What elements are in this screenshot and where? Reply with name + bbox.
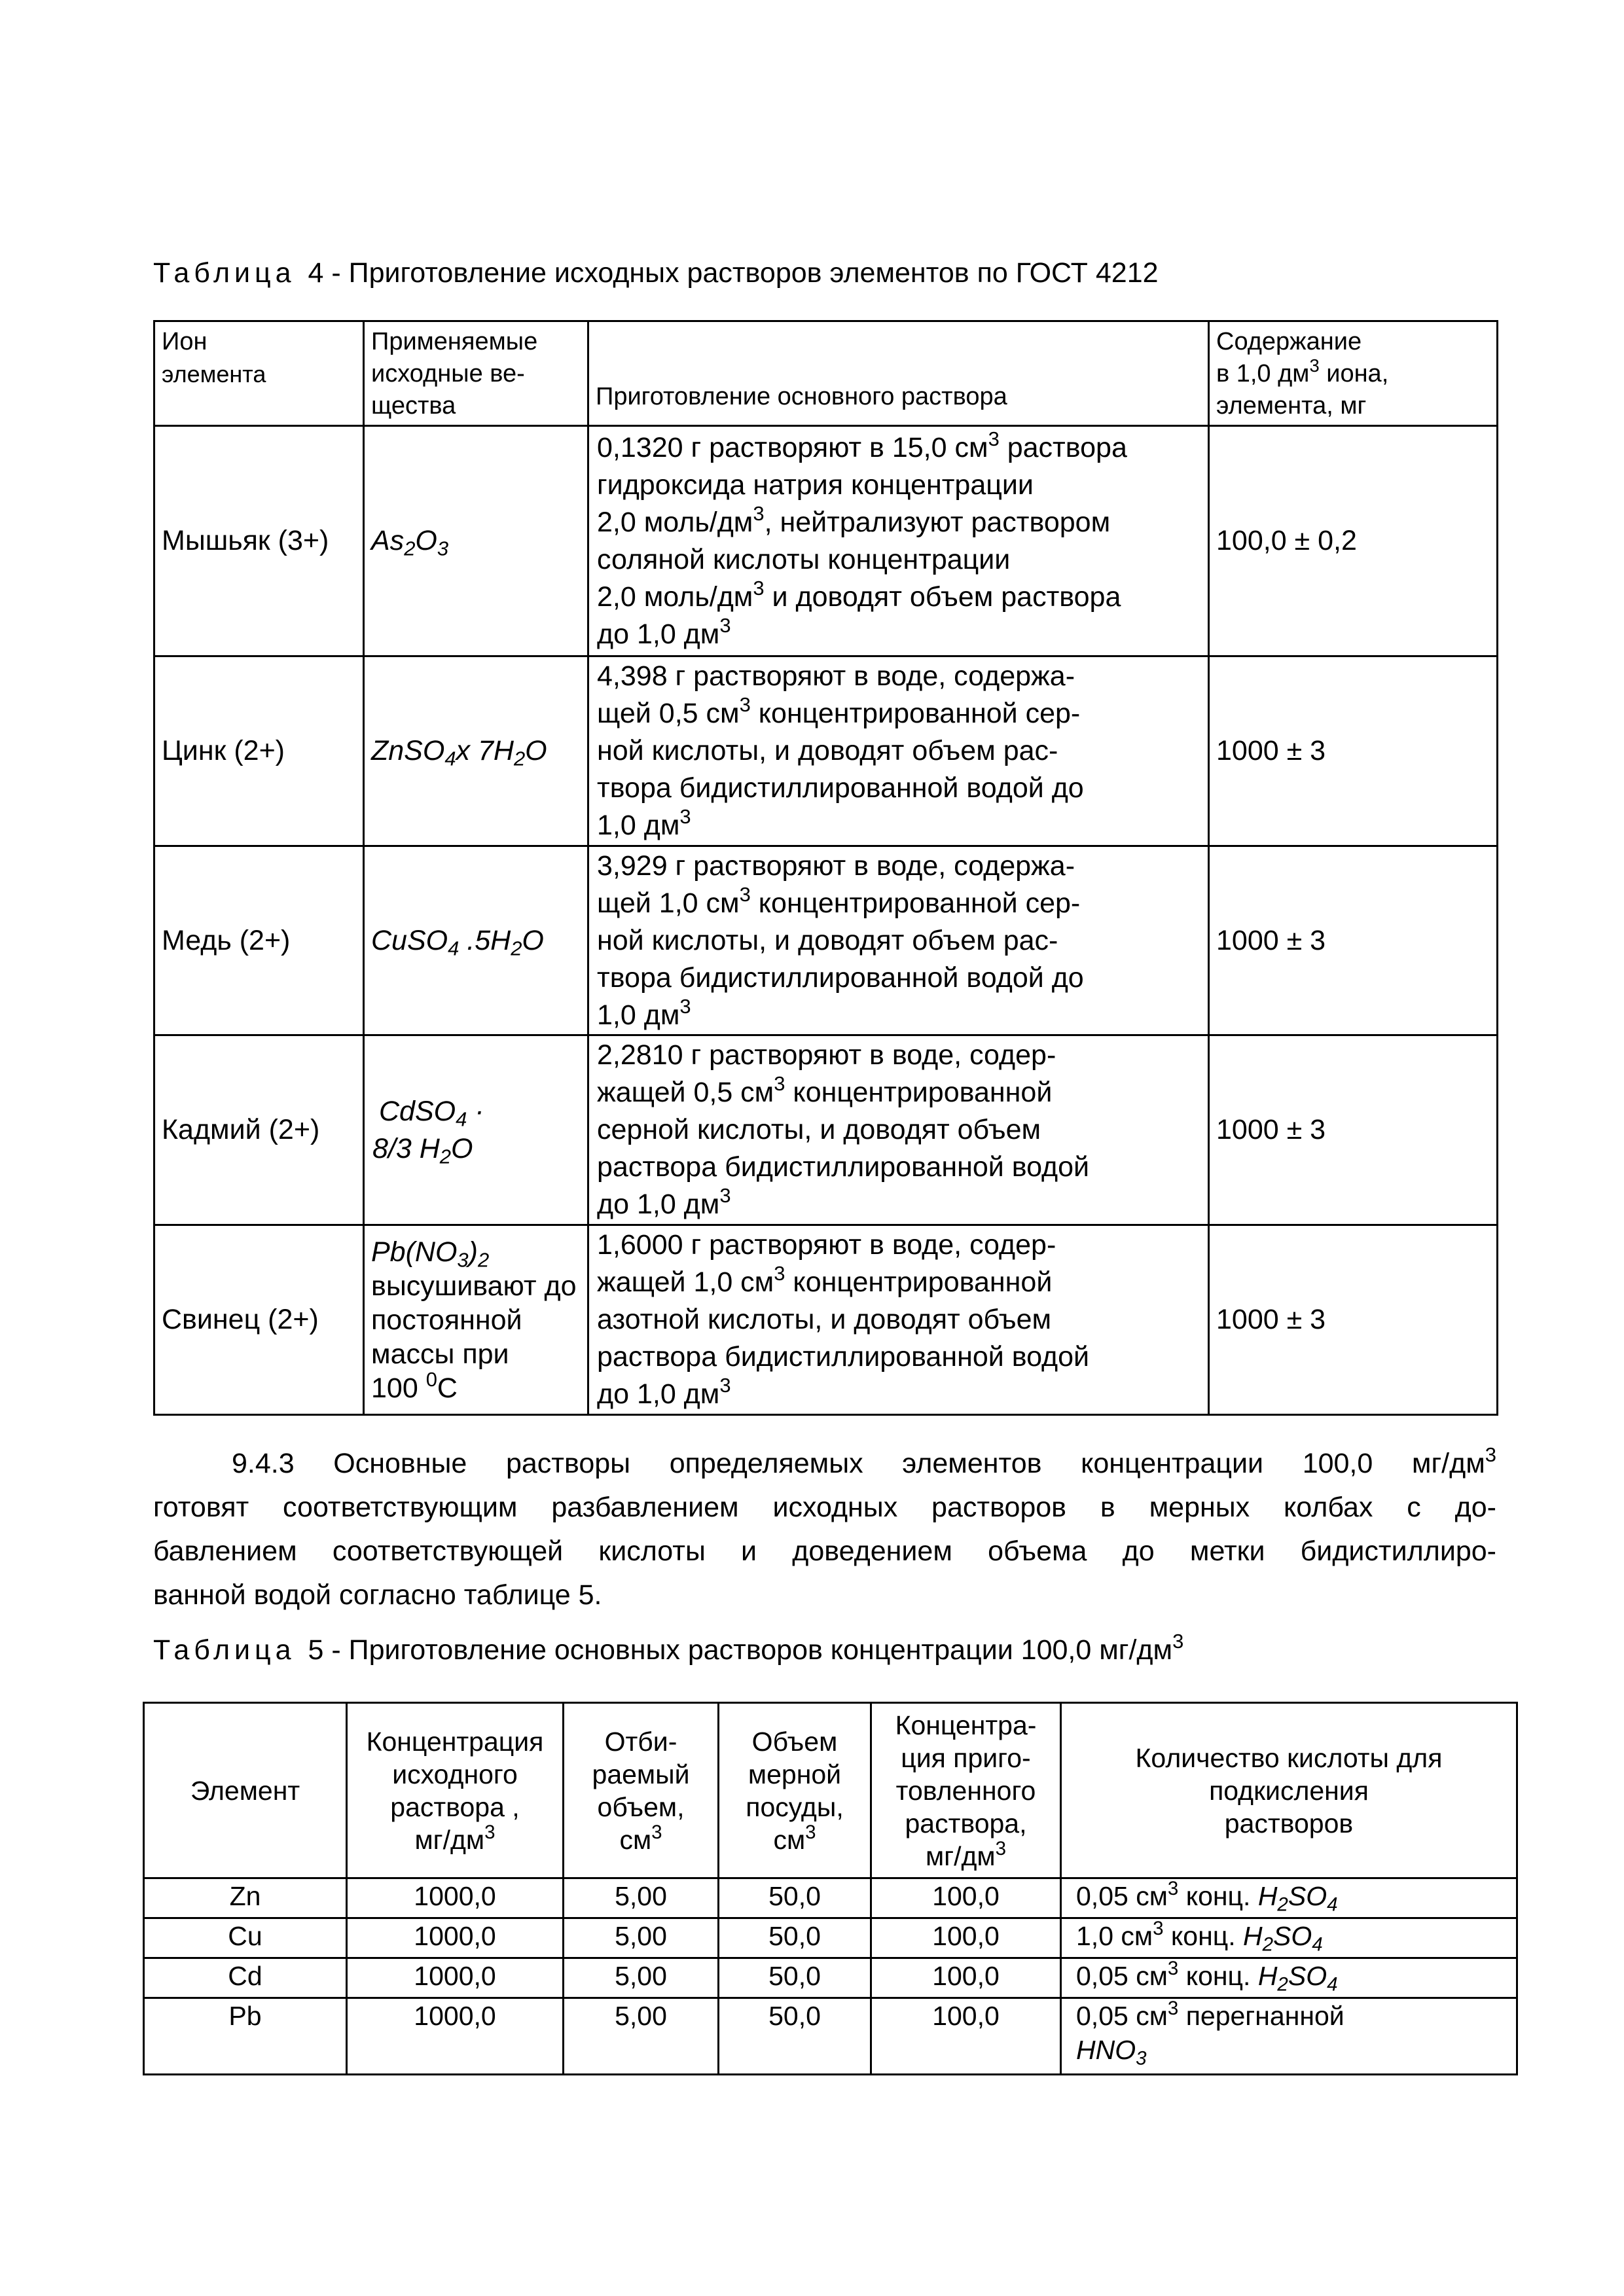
table4-header-preparation [588, 321, 1209, 426]
ion-cell: Кадмий (2+) [154, 1035, 364, 1225]
header-line: Применяемые [371, 328, 538, 355]
substance-cell: $Pb(NO_3)_2$ высушивают до постоянной массы при 100 $^0$C [364, 1225, 588, 1415]
flask-volume-cell: 50,0 [719, 1958, 871, 1998]
header-line: Приготовление основного раствора [596, 383, 1007, 410]
table4-caption-prefix: Таблица [153, 257, 308, 289]
header-line: щества [371, 392, 456, 420]
ion-cell: Цинк (2+) [154, 656, 364, 846]
source-conc-cell: 1000,0 [347, 1878, 564, 1918]
header-line: элемента, мг [1216, 392, 1367, 420]
header-line: Содержание [1216, 328, 1362, 355]
table4-header-ion [154, 321, 364, 426]
table5-header-flask-volume: Объем мерной посуды, $см^3$ [719, 1703, 871, 1878]
taken-volume-cell: 5,00 [564, 1918, 719, 1958]
header-line: исходные ве- [371, 360, 525, 387]
table4 [153, 320, 1498, 1416]
header-line: в 1,0 $дм^3$ иона, [1216, 355, 1389, 387]
prepared-conc-cell: 100,0 [871, 1998, 1061, 2075]
table5-row [144, 1918, 1517, 1958]
flask-volume-cell: 50,0 [719, 1918, 871, 1958]
acid-cell: 1,0 $см^3$ конц. $H_2SO_4$ [1061, 1918, 1517, 1958]
ion-cell: Мышьяк (3+) [154, 426, 364, 656]
ion-cell: Свинец (2+) [154, 1225, 364, 1415]
paragraph-line: 9.4.3 Основные растворы определяемых элементов концентрации 100,0 $мг/дм^3$ [232, 1443, 1496, 1479]
table4-header-content [1209, 321, 1498, 426]
element-cell: Cu [144, 1918, 347, 1958]
table4-header-row [154, 321, 1498, 426]
preparation-cell: 4,398 г растворяют в воде, содержа- щей 0,5 $см^3$ концентрированной сер- ной кислоты, и доводят объем рас- твора бидистиллированной водой до 1,0 $дм^3$ [588, 656, 1209, 846]
table4-caption-text: 4 - Приготовление исходных растворов элементов по ГОСТ 4212 [308, 257, 1159, 289]
table4-row [154, 846, 1498, 1035]
header-line: элемента [162, 361, 266, 387]
content-cell: 1000 ± 3 [1209, 1035, 1498, 1225]
prepared-conc-cell: 100,0 [871, 1958, 1061, 1998]
preparation-cell: 2,2810 г растворяют в воде, содер- жащей 0,5 $см^3$ концентрированной серной кислоты, и доводят объем раствора бидистиллированной водой до 1,0 $дм^3$ [588, 1035, 1209, 1225]
table5-header-acid-amount: Количество кислоты для подкисления растворов [1061, 1703, 1517, 1878]
taken-volume-cell: 5,00 [564, 1958, 719, 1998]
content-cell: 1000 ± 3 [1209, 1225, 1498, 1415]
source-conc-cell: 1000,0 [347, 1998, 564, 2075]
table4-row [154, 426, 1498, 656]
taken-volume-cell: 5,00 [564, 1878, 719, 1918]
table5-row [144, 1878, 1517, 1918]
ion-cell: Медь (2+) [154, 846, 364, 1035]
paragraph-line: готовят соответствующим разбавлением исходных растворов в мерных колбах с до- [153, 1492, 1496, 1523]
element-cell: Zn [144, 1878, 347, 1918]
table5-header-prepared-conc: Концентра- ция приго- товленного раствора, $мг/дм^3$ [871, 1703, 1061, 1878]
preparation-cell: 3,929 г растворяют в воде, содержа- щей 1,0 $см^3$ концентрированной сер- ной кислоты, и доводят объем рас- твора бидистиллированной водой до 1,0 $дм^3$ [588, 846, 1209, 1035]
table5 [143, 1702, 1518, 2075]
table4-row [154, 1035, 1498, 1225]
element-cell: Pb [144, 1998, 347, 2075]
source-conc-cell: 1000,0 [347, 1958, 564, 1998]
table5-header-row [144, 1703, 1517, 1878]
flask-volume-cell: 50,0 [719, 1878, 871, 1918]
table5-row [144, 1998, 1517, 2075]
table5-header-element: Элемент [144, 1703, 347, 1878]
acid-cell: 0,05 $см^3$ перегнанной $HNO_3$ [1061, 1998, 1517, 2075]
table5-header-taken-volume: Отби- раемый объем, $см^3$ [564, 1703, 719, 1878]
table5-row [144, 1958, 1517, 1998]
source-conc-cell: 1000,0 [347, 1918, 564, 1958]
header-line: Ион [162, 328, 208, 355]
table4-row [154, 656, 1498, 846]
table4-caption [153, 256, 1159, 290]
preparation-cell: 1,6000 г растворяют в воде, содер- жащей 1,0 $см^3$ концентрированной азотной кислоты, и доводят объем раствора бидистиллированной водой до 1,0 $дм^3$ [588, 1225, 1209, 1415]
substance-cell: ZnSO$_4$x $7H_2O$ [364, 656, 588, 846]
flask-volume-cell: 50,0 [719, 1998, 871, 2075]
content-cell: 1000 ± 3 [1209, 846, 1498, 1035]
prepared-conc-cell: 100,0 [871, 1918, 1061, 1958]
table5-caption-prefix: Таблица [153, 1634, 308, 1666]
content-cell: 100,0 ± 0,2 [1209, 426, 1498, 656]
taken-volume-cell: 5,00 [564, 1998, 719, 2075]
paragraph-line: ванной водой согласно таблице 5. [153, 1579, 602, 1611]
substance-cell: $As_2O_3$ [364, 426, 588, 656]
table5-header-source-conc: Концентрация исходного раствора , $мг/дм^3$ [347, 1703, 564, 1878]
table4-row [154, 1225, 1498, 1415]
element-cell: Cd [144, 1958, 347, 1998]
preparation-cell: 0,1320 г растворяют в 15,0 $см^3$ раствора гидроксида натрия концентрации 2,0 моль/$дм^3$, нейтрализуют раствором соляной кислоты концентрации 2,0 моль/$дм^3$ и доводят объем раствора до 1,0 $дм^3$ [588, 426, 1209, 656]
substance-cell: CdSO$_4$ · 8/3 $H_2O$ [364, 1035, 588, 1225]
prepared-conc-cell: 100,0 [871, 1878, 1061, 1918]
acid-cell: 0,05 $см^3$ конц. $H_2SO_4$ [1061, 1958, 1517, 1998]
table4-header-substances [364, 321, 588, 426]
substance-cell: CuSO$_4$ $.5H_2O$ [364, 846, 588, 1035]
table5-caption-text: 5 - Приготовление основных растворов концентрации 100,0 мг/дм [308, 1634, 1173, 1666]
paragraph-line: бавлением соответствующей кислоты и доведением объема до метки бидистиллиро- [153, 1535, 1496, 1567]
acid-cell: 0,05 $см^3$ конц. $H_2SO_4$ [1061, 1878, 1517, 1918]
content-cell: 1000 ± 3 [1209, 656, 1498, 846]
paragraph-9-4-3 [153, 1442, 1496, 1617]
table5-caption: Таблица 5 - Приготовление основных растворов концентрации 100,0 $мг/дм^3$ [153, 1629, 1184, 1666]
